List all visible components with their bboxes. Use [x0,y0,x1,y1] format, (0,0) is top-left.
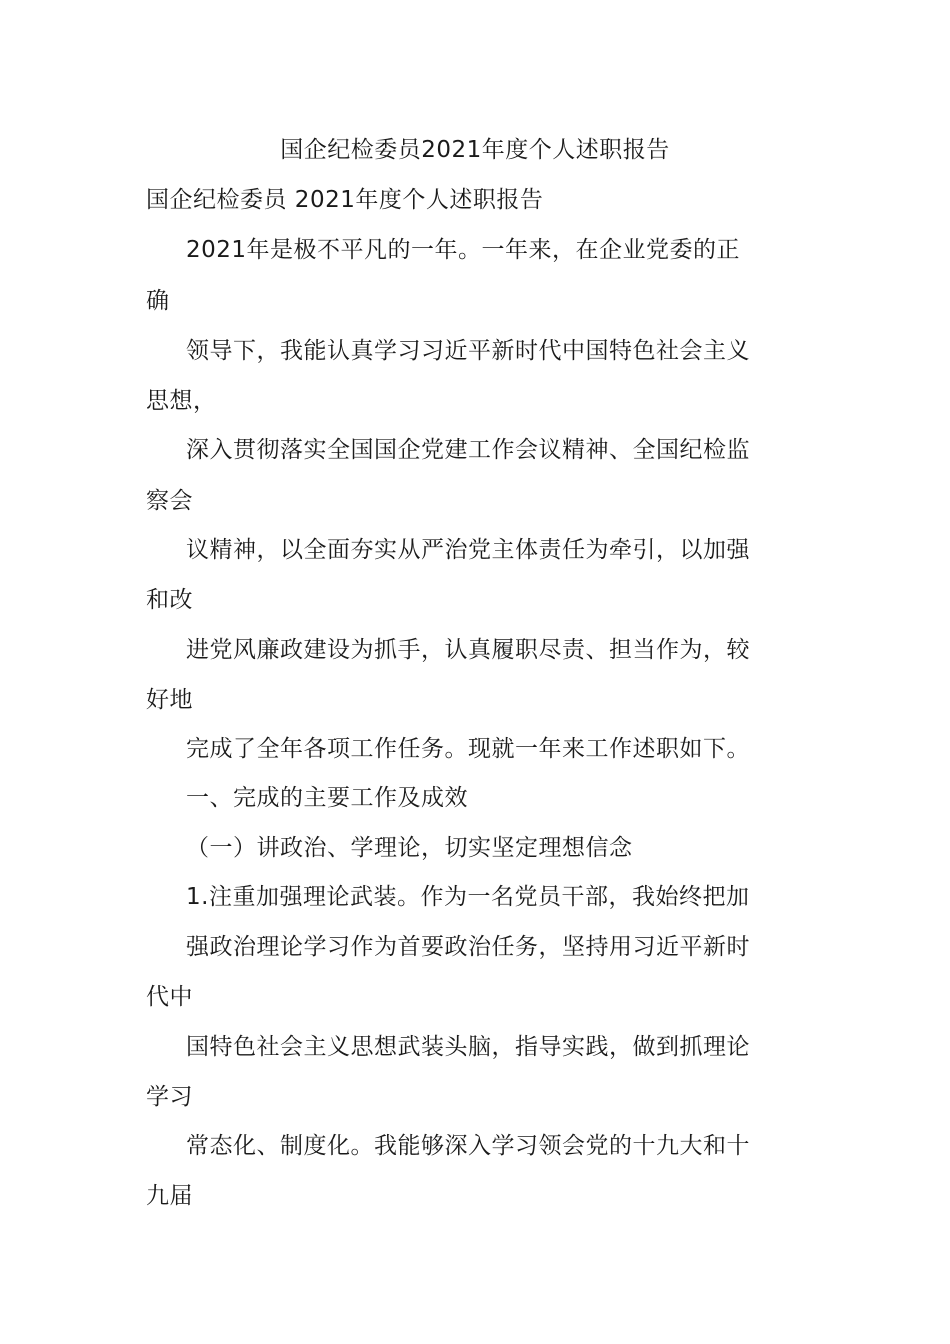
body-line: 代中 [146,984,193,1010]
body-line: 完成了全年各项工作任务。现就一年来工作述职如下。 [186,736,750,762]
section-heading: 一、完成的主要工作及成效 [186,785,468,811]
document-title: 国企纪检委员2021年度个人述职报告 [280,137,670,163]
body-line: 深入贯彻落实全国国企党建工作会议精神、全国纪检监 [186,437,750,463]
body-line: 2021年是极不平凡的一年。一年来，在企业党委的正 [186,237,741,263]
body-line: 确 [146,288,170,314]
body-line: 和改 [146,587,193,613]
document-subtitle: 国企纪检委员 2021年度个人述职报告 [146,187,544,213]
body-line: 学习 [146,1084,193,1110]
body-line: 国特色社会主义思想武装头脑，指导实践，做到抓理论 [186,1034,750,1060]
body-line: 好地 [146,687,193,713]
body-line: 领导下，我能认真学习习近平新时代中国特色社会主义 [186,338,750,364]
body-line: 察会 [146,488,193,514]
body-line: 九届 [146,1183,193,1209]
body-line: 1.注重加强理论武装。作为一名党员干部，我始终把加 [186,884,750,910]
body-line: 强政治理论学习作为首要政治任务，坚持用习近平新时 [186,934,750,960]
body-line: 进党风廉政建设为抓手，认真履职尽责、担当作为，较 [186,637,750,663]
subsection-heading: （一）讲政治、学理论，切实坚定理想信念 [186,835,633,861]
body-line: 议精神，以全面夯实从严治党主体责任为牵引，以加强 [186,537,750,563]
body-line: 思想， [146,388,217,414]
body-line: 常态化、制度化。我能够深入学习领会党的十九大和十 [186,1133,750,1159]
